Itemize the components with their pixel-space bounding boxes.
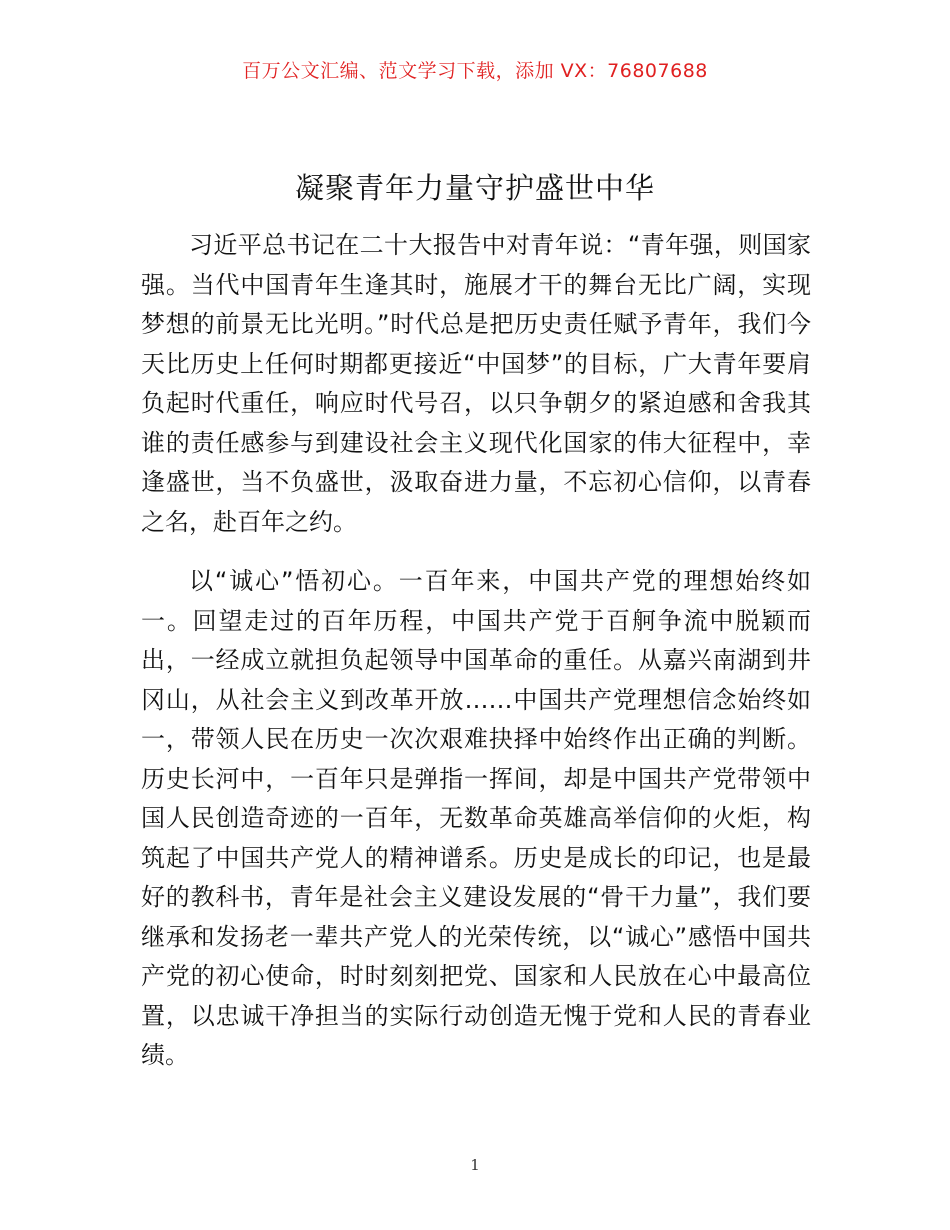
header-note: 百万公文汇编、范文学习下载，添加 VX：76807688 [242,60,708,82]
document-title: 凝聚青年力量守护盛世中华 [294,171,655,205]
paragraph-sincerity: 以“诚心”悟初心。一百年来，中国共产党的理想始终如一。回望走过的百年历程，中国共产党于百舸争流中脱颖而出，一经成立就担负起领导中国革命的重任。从嘉兴南湖到井冈山，从社会主义到改革开放……中国共产党理想信念始终如一，带领人民在历史一次次艰难抉择中始终作出正确的判断。历史长河中，一百年只是弹指一挥间，却是中国共产党带领中国人民创造奇迹的一百年，无数革命英雄高举信仰的火炬，构筑起了中国共产党人的精神谱系。历史是成长的印记，也是最好的教科书，青年是社会主义建设发展的“骨干力量”，我们要继承和发扬老一辈共产党人的光荣传统，以“诚心”感悟中国共产党的初心使命，时时刻刻把党、国家和人民放在心中最高位置，以忠诚干净担当的实际行动创造无愧于党和人民的青春业绩。 [141,567,811,1069]
document-body [141,226,811,1076]
page-number: 1 [470,1156,480,1174]
paragraph-intro: 习近平总书记在二十大报告中对青年说：“青年强，则国家强。当代中国青年生逢其时，施展才干的舞台无比广阔，实现梦想的前景无比光明。”时代总是把历史责任赋予青年，我们今天比历史上任何时期都更接近“中国梦”的目标，广大青年要肩负起时代重任，响应时代号召，以只争朝夕的紧迫感和舍我其谁的责任感参与到建设社会主义现代化国家的伟大征程中，幸逢盛世，当不负盛世，汲取奋进力量，不忘初心信仰，以青春之名，赴百年之约。 [141,231,811,536]
